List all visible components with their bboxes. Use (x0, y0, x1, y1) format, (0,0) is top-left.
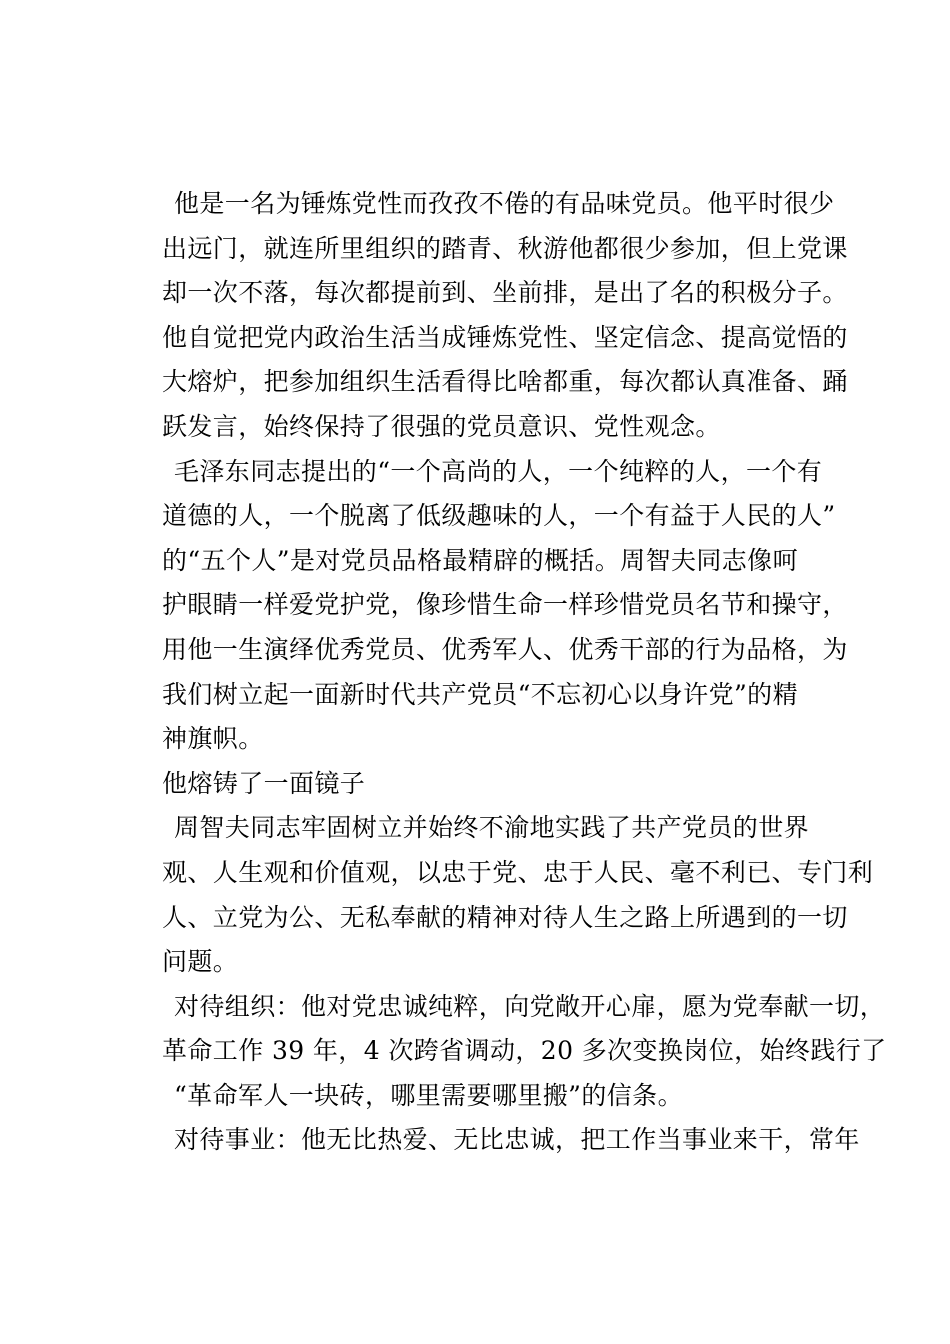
text-line: 的“五个人”是对党员品格最精辟的概括。周智夫同志像呵 (162, 545, 798, 575)
text-line: 用他一生演绎优秀党员、优秀军人、优秀干部的行为品格，为 (162, 634, 848, 664)
text-line: 对待事业：他无比热爱、无比忠诚，把工作当事业来干，常年 (174, 1125, 860, 1155)
text-line: 跃发言，始终保持了很强的党员意识、党性观念。 (162, 411, 721, 441)
text-line: 对待组织：他对党忠诚纯粹，向党敞开心扉，愿为党奉献一切， (174, 991, 886, 1021)
text-line: 他熔铸了一面镜子 (162, 768, 366, 798)
text-line: 出远门，就连所里组织的踏青、秋游他都很少参加，但上党课 (162, 233, 848, 263)
text-line: 周智夫同志牢固树立并始终不渝地实践了共产党员的世界 (174, 813, 810, 843)
text-line: 毛泽东同志提出的“一个高尚的人，一个纯粹的人，一个有 (174, 456, 823, 486)
text-line: 却一次不落，每次都提前到、坐前排，是出了名的积极分子。 (162, 278, 848, 308)
text-line: 问题。 (162, 947, 239, 977)
text-line: 我们树立起一面新时代共产党员“不忘初心以身许党”的精 (162, 679, 798, 709)
document-body (162, 182, 887, 1163)
text-line: 人、立党为公、无私奉献的精神对待人生之路上所遇到的一切 (162, 902, 848, 932)
text-line: 他是一名为锤炼党性而孜孜不倦的有品味党员。他平时很少 (174, 189, 835, 218)
text-line: 道德的人，一个脱离了低级趣味的人，一个有益于人民的人” (162, 501, 836, 531)
text-line: 他自觉把党内政治生活当成锤炼党性、坚定信念、提高觉悟的 (162, 322, 848, 352)
text-line: 神旗帜。 (162, 724, 264, 754)
text-line: 革命工作 39 年，4 次跨省调动，20 多次变换岗位，始终践行了 (162, 1036, 887, 1066)
text-line: 护眼睛一样爱党护党，像珍惜生命一样珍惜党员名节和操守， (162, 590, 848, 620)
text-line: 观、人生观和价值观，以忠于党、忠于人民、毫不利已、专门利 (162, 857, 874, 887)
text-line: 大熔炉，把参加组织生活看得比啥都重，每次都认真准备、踊 (162, 367, 848, 397)
text-line: “革命军人一块砖，哪里需要哪里搬”的信条。 (174, 1080, 683, 1110)
